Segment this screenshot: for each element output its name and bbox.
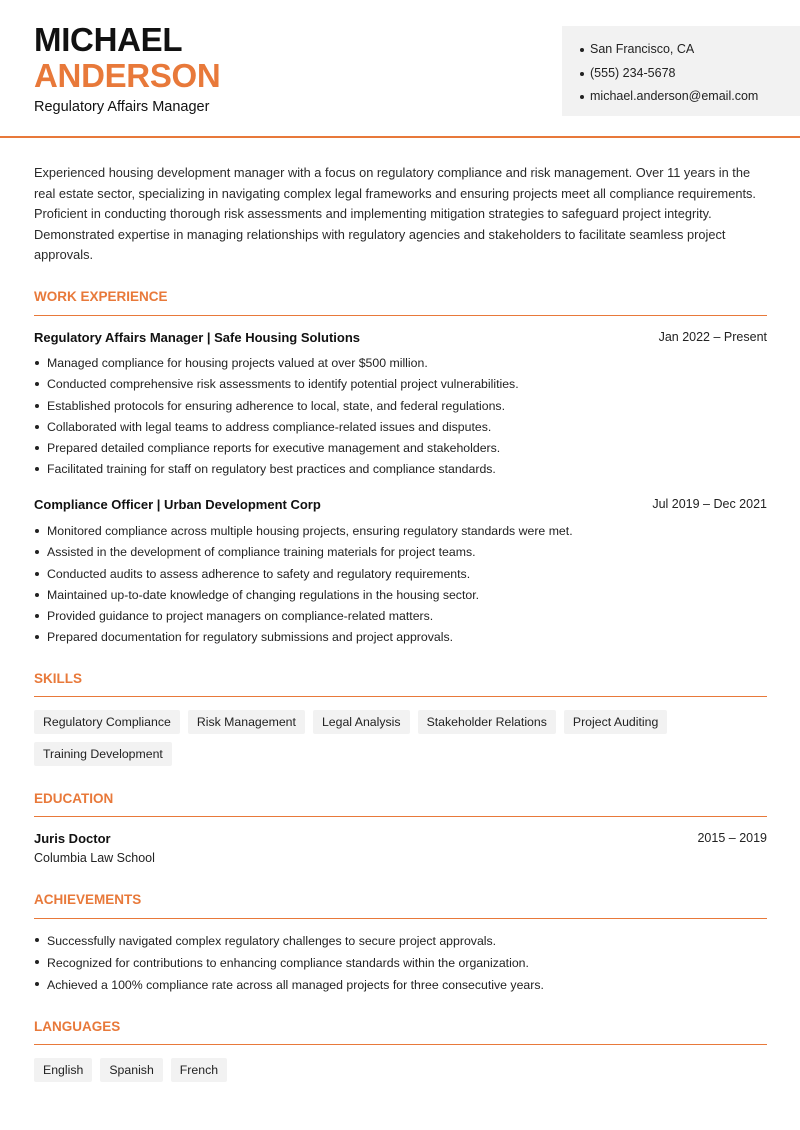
skill-tag: Stakeholder Relations (418, 710, 556, 734)
list-item: Monitored compliance across multiple housing projects, ensuring regulatory standards were met. (34, 521, 573, 542)
achievement-bullets (34, 930, 544, 996)
skill-tag: Regulatory Compliance (34, 710, 180, 734)
section-divider (34, 918, 767, 919)
list-item: Successfully navigated complex regulatory challenges to secure project approvals. (34, 930, 544, 952)
skill-tag: Training Development (34, 742, 172, 766)
job-title: Regulatory Affairs Manager (34, 99, 210, 115)
contact-location: San Francisco, CA (580, 38, 758, 62)
list-item: Achieved a 100% compliance rate across all managed projects for three consecutive years. (34, 974, 544, 996)
list-item: Conducted comprehensive risk assessments to identify potential project vulnerabilities. (34, 374, 519, 395)
list-item: Conducted audits to assess adherence to safety and regulatory requirements. (34, 564, 573, 585)
skill-tag: Legal Analysis (313, 710, 410, 734)
contact-email: michael.anderson@email.com (580, 85, 758, 109)
job-bullets-2 (34, 521, 573, 649)
list-item: Assisted in the development of compliance training materials for project teams. (34, 542, 573, 563)
skills-tags (34, 710, 769, 766)
achievements-heading: ACHIEVEMENTS (34, 892, 142, 907)
last-name: ANDERSON (34, 57, 221, 94)
resume-header (0, 0, 800, 138)
education-dates: 2015 – 2019 (697, 831, 767, 845)
job-bullets-1 (34, 353, 519, 481)
list-item: Recognized for contributions to enhancing compliance standards within the organization. (34, 952, 544, 974)
school-name: Columbia Law School (34, 851, 155, 865)
job-title-1: Regulatory Affairs Manager | Safe Housing Solutions (34, 330, 361, 345)
list-item: Maintained up-to-date knowledge of changing regulations in the housing sector. (34, 585, 573, 606)
section-divider (34, 1044, 767, 1045)
language-tag: English (34, 1058, 92, 1082)
job-dates-2: Jul 2019 – Dec 2021 (652, 497, 767, 511)
list-item: Collaborated with legal teams to address compliance-related issues and disputes. (34, 417, 519, 438)
languages-heading: LANGUAGES (34, 1019, 121, 1034)
list-item: Managed compliance for housing projects valued at over $500 million. (34, 353, 519, 374)
list-item: Prepared documentation for regulatory submissions and project approvals. (34, 627, 573, 648)
first-name: MICHAEL (34, 21, 183, 58)
summary-paragraph: Experienced housing development manager with a focus on regulatory compliance and risk management. Over 11 years in the real estate sector, specializing in navigating complex legal frameworks and ensuring projects meet all compliance requirements. Proficient in conducting thorough risk assessments and implementing mitigation strategies to safeguard project integrity. Demonstrated expertise in managing relationships with regulatory agencies and stakeholders to facilitate seamless project approvals. (34, 165, 756, 263)
list-item: Established protocols for ensuring adherence to local, state, and federal regulations. (34, 396, 519, 417)
list-item: Facilitated training for staff on regulatory best practices and compliance standards. (34, 459, 519, 480)
skill-tag: Project Auditing (564, 710, 667, 734)
skill-tag: Risk Management (188, 710, 305, 734)
language-tag: Spanish (100, 1058, 162, 1082)
section-divider (34, 696, 767, 697)
list-item: Provided guidance to project managers on compliance-related matters. (34, 606, 573, 627)
education-heading: EDUCATION (34, 791, 114, 806)
degree-title: Juris Doctor (34, 831, 111, 846)
contact-phone: (555) 234-5678 (580, 62, 758, 86)
language-tag: French (171, 1058, 227, 1082)
language-tags (34, 1058, 769, 1082)
candidate-name (34, 22, 220, 94)
job-title-2: Compliance Officer | Urban Development Corp (34, 497, 321, 512)
skills-heading: SKILLS (34, 671, 83, 686)
contact-box (562, 26, 800, 116)
section-divider (34, 315, 767, 316)
list-item: Prepared detailed compliance reports for executive management and stakeholders. (34, 438, 519, 459)
job-dates-1: Jan 2022 – Present (658, 330, 767, 344)
section-divider (34, 816, 767, 817)
work-experience-heading: WORK EXPERIENCE (34, 289, 168, 304)
